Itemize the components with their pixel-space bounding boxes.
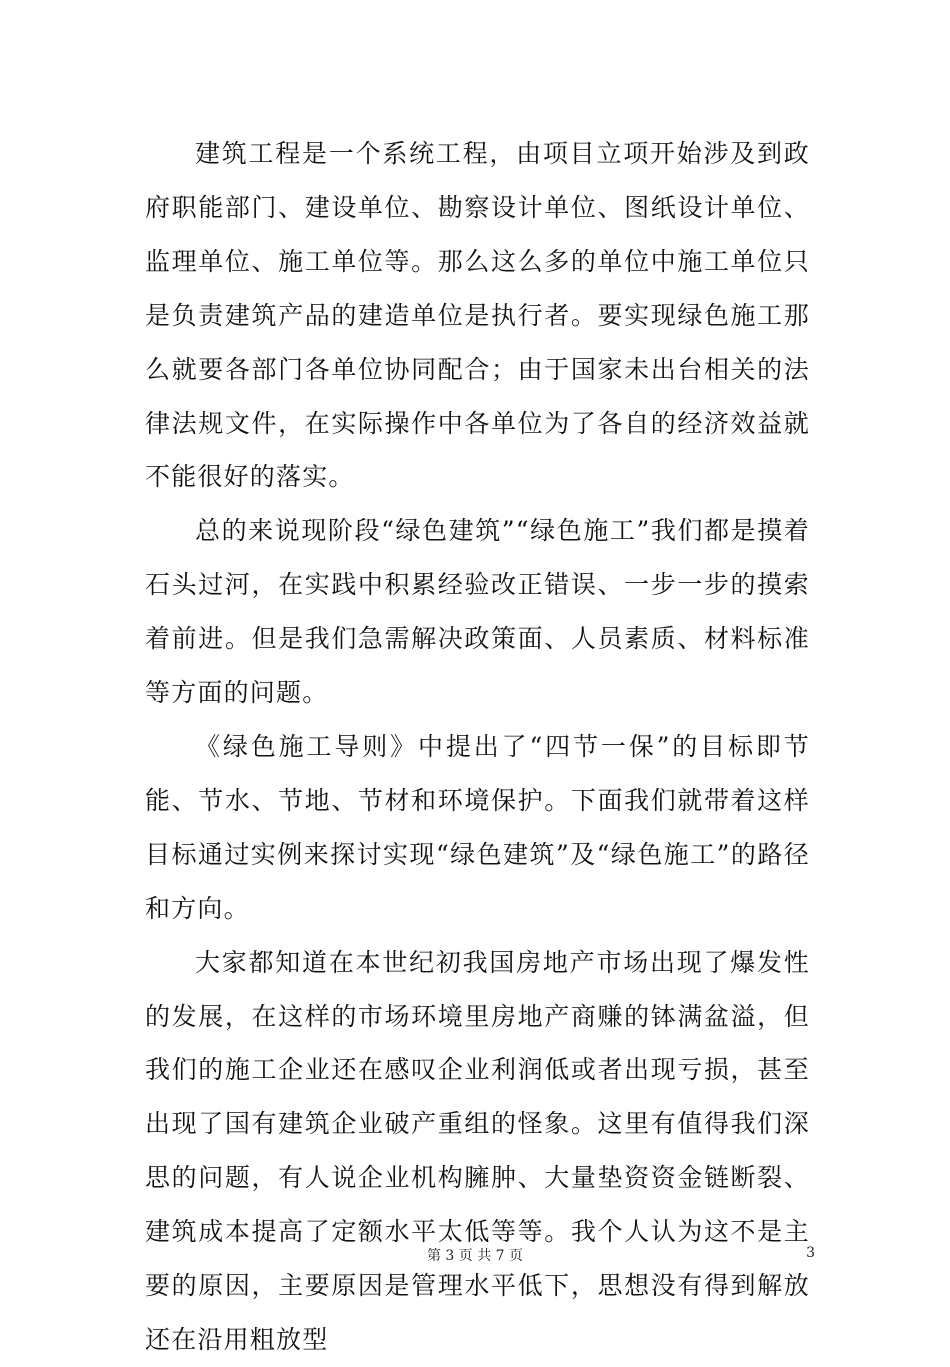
paragraph-4: 大家都知道在本世纪初我国房地产市场出现了爆发性的发展，在这样的市场环境里房地产商赚的钵满盆溢，但我们的施工企业还在感叹企业利润低或者出现亏损，甚至出现了国有建筑企业破产重组的怪象。这里有值得我们深思的问题，有人说企业机构臃肿、大量垫资资金链断裂、建筑成本提高了定额水平太低等等。我个人认为这不是主要的原因，主要原因是管理水平低下，思想没有得到解放还在沿用粗放型: [145, 947, 810, 1354]
page-number: 3: [806, 1245, 815, 1261]
paragraph-2: 总的来说现阶段“绿色建筑”“绿色施工”我们都是摸着石头过河，在实践中积累经验改正错误、一步一步的摸索着前进。但是我们急需解决政策面、人员素质、材料标准等方面的问题。: [145, 516, 810, 708]
page-count-label: 第 3 页 共 7 页: [426, 1248, 524, 1264]
paragraph-3: 《绿色施工导则》中提出了“四节一保”的目标即节能、节水、节地、节材和环境保护。下面我们就带着这样目标通过实例来探讨实现“绿色建筑”及“绿色施工”的路径和方向。: [145, 731, 810, 923]
paragraph-1: 建筑工程是一个系统工程，由项目立项开始涉及到政府职能部门、建设单位、勘察设计单位、图纸设计单位、监理单位、施工单位等。那么这么多的单位中施工单位只是负责建筑产品的建造单位是执行者。要实现绿色施工那么就要各部门各单位协同配合；由于国家未出台相关的法律法规文件，在实际操作中各单位为了各自的经济效益就不能很好的落实。: [145, 139, 810, 492]
body-text: [145, 127, 810, 1367]
